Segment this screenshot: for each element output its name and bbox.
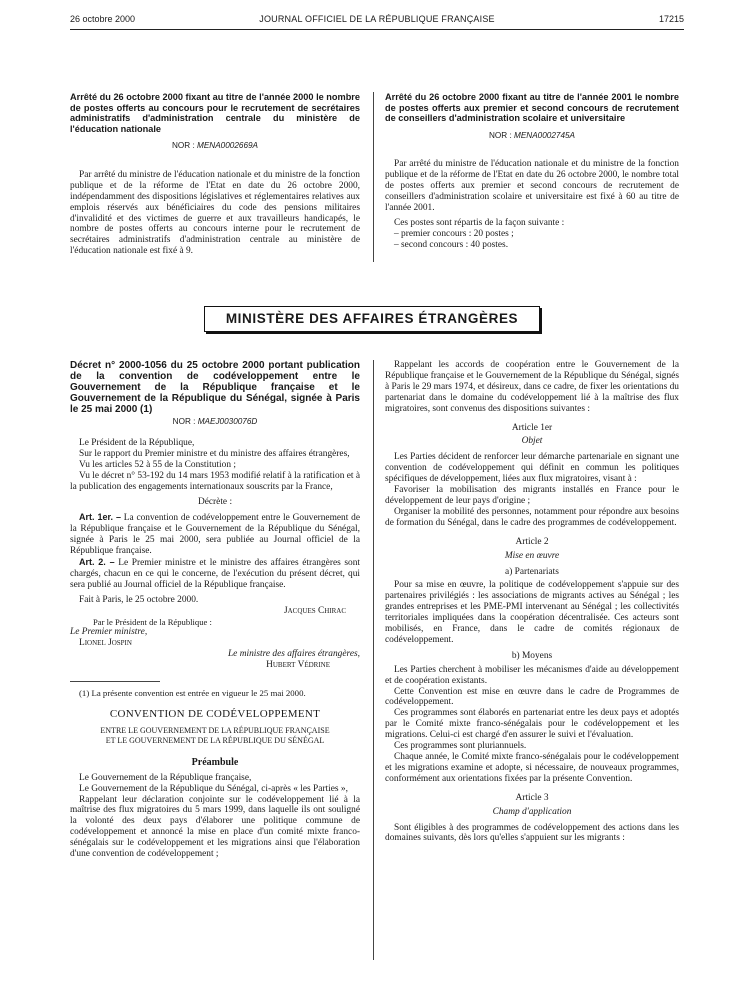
- article-2-text: Le Premier ministre et le ministre des affaires étrangères sont chargés, chacun en ce qui le concerne, de l'exécution du présent décret, qui sera publié au Journal officiel de la République française.: [70, 557, 361, 590]
- decree-p2: Sur le rapport du Premier ministre et du ministre des affaires étrangères,: [79, 448, 350, 459]
- article-2: [70, 557, 360, 591]
- decree-p4: Vu le décret n° 53-192 du 14 mars 1953 modifié relatif à la ratification et à la publication des engagements internationaux souscrits par la France,: [70, 470, 360, 492]
- convention-parties: [70, 726, 360, 746]
- decree-title: Décret n° 2000-1056 du 25 octobre 2000 portant publication de la convention de codéveloppement entre le Gouvernement de la République française et le Gouvernement de la République du Sénégal, signée à Paris le 25 mai 2000 (1): [70, 360, 360, 415]
- decree-nor: [70, 417, 360, 428]
- top-right-item-2: – second concours : 40 postes.: [394, 239, 509, 250]
- article-2-b-p1: Les Parties cherchent à mobiliser les mécanismes d'aide au développement et de coopération existants.: [385, 664, 679, 686]
- right-r1: Rappelant les accords de coopération entre le Gouvernement de la République française et le Gouvernement de la République du Sénégal, signés à Paris le 29 mars 1974, et désireux, dans ce cadre, de fixer les orientations du partenariat dans le domaine du codéveloppement lié à la maîtrise des flux migratoires, sont convenus des dispositions suivantes :: [385, 360, 679, 414]
- top-left-nor: [70, 141, 360, 152]
- top-right-intro: Ces postes sont répartis de la façon suivante :: [394, 217, 565, 228]
- article-3-p: Sont éligibles à des programmes de codéveloppement des actions dans les domaines suivants, dès lors qu'elles s'appuient sur les migrants :: [385, 822, 679, 844]
- premier-ministre-role: Le Premier ministre,: [70, 627, 148, 638]
- article-1-heading: Article 1er: [511, 422, 553, 433]
- header-rule: [70, 29, 684, 30]
- article-1-label: Art. 1er. –: [79, 512, 121, 523]
- article-1-p3: Organiser la mobilité des personnes, notamment pour répondre aux besoins de formation du Sénégal, dans le cadre des programmes de codéveloppement.: [385, 506, 679, 528]
- decrete: Décrète :: [197, 497, 233, 508]
- top-right-column: [385, 92, 679, 251]
- left-column: [70, 360, 360, 860]
- header-date: 26 octobre 2000: [70, 14, 136, 24]
- fait-a-paris: Fait à Paris, le 25 octobre 2000.: [79, 594, 199, 605]
- convention-parties-line-2: ET LE GOUVERNEMENT DE LA RÉPUBLIQUE DU SÉNÉGAL: [105, 735, 325, 745]
- article-2-label: Art. 2. –: [79, 556, 115, 567]
- preambule-p2: Le Gouvernement de la République du Sénégal, ci-après « les Parties »,: [79, 783, 348, 794]
- nor-label: NOR :: [171, 141, 195, 150]
- convention-parties-line-1: ENTRE LE GOUVERNEMENT DE LA RÉPUBLIQUE FRANÇAISE: [100, 725, 330, 735]
- article-2-b-p2: Cette Convention est mise en œuvre dans le cadre de Programmes de codéveloppement.: [385, 686, 679, 708]
- convention-title: CONVENTION DE CODÉVELOPPEMENT: [109, 707, 321, 720]
- preambule-p3: Rappelant leur déclaration conjointe sur le codéveloppement lié à la maîtrise des flux migratoires du 5 mars 1999, dans laquelle ils ont souligné la volonté des deux pays d'élaborer une politique commune de codéveloppement et annoncé la mise en place d'un comité mixte franco-sénégalais sur le codéveloppement et les migrations ainsi que l'élaboration d'une convention de codéveloppement ;: [70, 794, 360, 860]
- article-2-subtitle: Mise en œuvre: [504, 550, 560, 561]
- nor-code: MAEJ0030076D: [197, 417, 258, 426]
- nor-code: MENA0002669A: [197, 141, 259, 150]
- article-2-a-p: Pour sa mise en œuvre, la politique de codéveloppement s'appuie sur des partenaires privilégiés : les associations de migrants actives au Sénégal ; les grandes entreprises et les PME-PMI intervenant au Sénégal ; les collectivités territoriales impliquées dans la coopération décentralisée. Ces acteurs sont mobilisés, en France, dans le cadre de comités régionaux de codéveloppement.: [385, 580, 679, 645]
- top-left-column: [70, 92, 360, 257]
- decree-p3: Vu les articles 52 à 55 de la Constitution ;: [79, 459, 236, 470]
- article-1-p2: Favoriser la mobilisation des migrants installés en France pour le développement de leur pays d'origine ;: [385, 485, 679, 506]
- article-2-a-heading: a) Partenariats: [505, 566, 559, 577]
- top-right-nor: [385, 131, 679, 142]
- column-separator-bottom: [373, 360, 374, 960]
- nor-label: NOR :: [488, 130, 512, 140]
- article-1-text: La convention de codéveloppement entre le Gouvernement de la République française et le Gouvernement de la République du Sénégal, signée à Paris le 25 mai 2000, sera publiée au Journal officiel de la République française.: [70, 513, 360, 557]
- article-3-heading: Article 3: [515, 792, 549, 803]
- article-2-b-p4: Ces programmes sont pluriannuels.: [394, 741, 527, 752]
- article-1-subtitle: Objet: [521, 436, 543, 447]
- top-right-body: Par arrêté du ministre de l'éducation nationale et du ministre de la fonction publique et de la réforme de l'Etat en date du 26 octobre 2000, le nombre total de postes offerts aux premier et second concours de recrutement de conseillers d'administration scolaire et universitaire est fixé à 60 au titre de l'année 2001.: [385, 159, 679, 214]
- article-1-p1: Les Parties décident de renforcer leur démarche partenariale en signant une convention de codéveloppement qui définit en commun les politiques spécifiques de développement, liées aux flux migratoires, visant à :: [385, 452, 679, 485]
- article-3-subtitle: Champ d'application: [492, 806, 572, 817]
- page-header: [70, 14, 684, 28]
- article-2-b-p3: Ces programmes sont élaborés en partenariat entre les deux pays et adoptés par le Comité mixte franco-sénégalais pour le codéveloppement et les migrations. Celui-ci est chargé d'en assurer le suivi et l'évaluation.: [385, 708, 679, 741]
- article-1: [70, 512, 360, 557]
- par-le-president: Par le Président de la République :: [93, 616, 212, 627]
- footnote-rule: [70, 681, 160, 682]
- article-2-heading: Article 2: [515, 536, 549, 547]
- header-page-number: 17215: [658, 14, 684, 24]
- premier-ministre-name: Lionel Jospin: [79, 638, 132, 649]
- signature-president: Jacques Chirac: [283, 605, 346, 616]
- preambule-p1: Le Gouvernement de la République française,: [79, 772, 252, 783]
- ministry-banner: MINISTÈRE DES AFFAIRES ÉTRANGÈRES: [204, 306, 540, 332]
- article-2-b-p5: Chaque année, le Comité mixte franco-sénégalais pour le codéveloppement et les migrations examine et adopte, si nécessaire, de nouveaux programmes, conformément aux orientations fixées par la présente Convention.: [385, 752, 679, 784]
- right-column: [385, 360, 679, 844]
- top-right-item-1: – premier concours : 20 postes ;: [394, 228, 514, 239]
- preambule-heading: Préambule: [191, 756, 239, 768]
- header-journal: JOURNAL OFFICIEL DE LA RÉPUBLIQUE FRANÇAISE: [259, 14, 495, 24]
- column-separator-top: [373, 92, 374, 262]
- ministre-ae-role: Le ministre des affaires étrangères,: [227, 649, 360, 660]
- nor-code: MENA0002745A: [514, 130, 576, 140]
- top-left-title: Arrêté du 26 octobre 2000 fixant au titre de l'année 2000 le nombre de postes offerts au concours pour le recrutement de secrétaires administratifs d'administration centrale du ministère de l'éducation nationale: [70, 92, 360, 134]
- decree-p1: Le Président de la République,: [79, 437, 195, 448]
- nor-label: NOR :: [172, 417, 196, 426]
- top-left-body: Par arrêté du ministre de l'éducation nationale et du ministre de la fonction publique et de la réforme de l'Etat en date du 26 octobre 2000, indépendamment des dispositions législatives et réglementaires relatives aux emplois réservés aux bénéficiaires du code des pensions militaires d'invalidité et des victimes de guerre et aux travailleurs handicapés, le nombre de postes offerts au concours interne pour le recrutement de secrétaires administratifs d'administration centrale au ministère de l'éducation nationale est fixé à 9.: [70, 169, 360, 257]
- article-2-b-heading: b) Moyens: [511, 650, 553, 661]
- footnote: (1) La présente convention est entrée en vigueur le 25 mai 2000.: [79, 688, 306, 699]
- ministre-ae-name: Hubert Védrine: [266, 660, 330, 671]
- top-right-title: Arrêté du 26 octobre 2000 fixant au titre de l'année 2001 le nombre de postes offerts aux premier et second concours de recrutement de conseillers d'administration scolaire et universitaire: [385, 92, 679, 123]
